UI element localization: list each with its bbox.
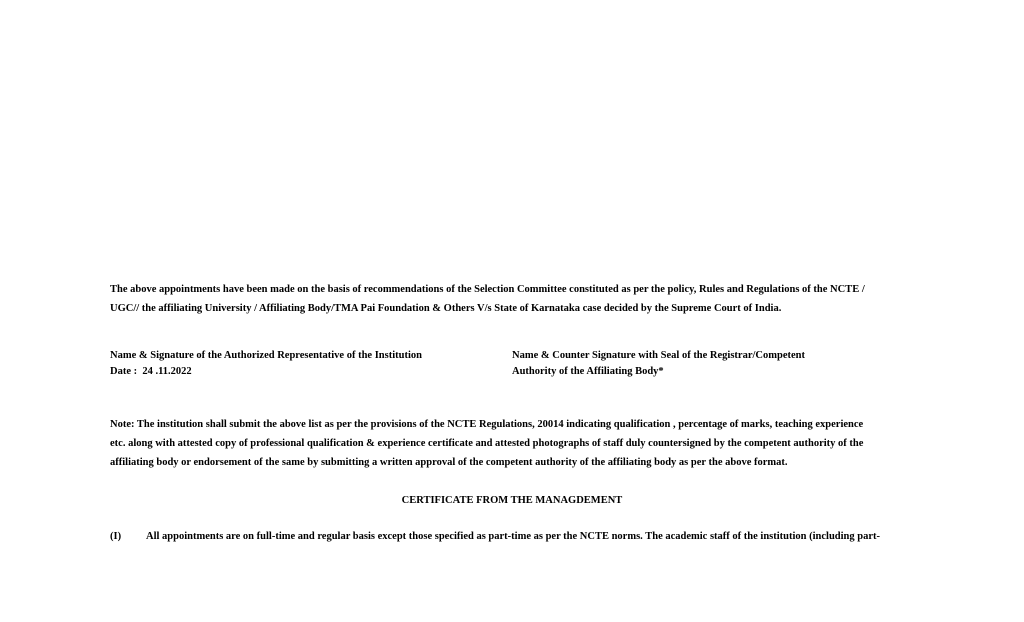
appointments-paragraph-line-1: The above appointments have been made on the basis of recommendations of the Selection Committee constituted as per the policy, Rules and Regulations of the NCTE / [110, 284, 865, 295]
note-line-1: Note: The institution shall submit the above list as per the provisions of the NCTE Regulations, 20014 indicating qualification , percentage of marks, teaching experience [110, 419, 864, 430]
certificate-item-1 [110, 531, 940, 542]
institution-signature-label: Name & Signature of the Authorized Representative of the Institution [110, 350, 422, 361]
note-paragraph [110, 415, 930, 472]
note-line-3: affiliating body or endorsement of the same by submitting a written approval of the competent authority of the affiliating body as per the above format. [110, 457, 788, 468]
registrar-signature-label-line-1: Name & Counter Signature with Seal of the Registrar/Competent [512, 350, 805, 361]
date-label: Date : [110, 366, 143, 377]
date-line [110, 364, 490, 380]
institution-signature-block [110, 348, 490, 380]
date-value: 24 .11.2022 [142, 366, 192, 377]
registrar-signature-label-line-2: Authority of the Affiliating Body* [512, 366, 664, 377]
certificate-item-1-text: All appointments are on full-time and regular basis except those specified as part-time as per the NCTE norms. The academic staff of the institution (including part- [146, 531, 881, 542]
registrar-signature-block [512, 348, 932, 380]
note-line-2: etc. along with attested copy of professional qualification & experience certificate and attested photographs of staff duly countersigned by the competent authority of the [110, 438, 864, 449]
certificate-heading: CERTIFICATE FROM THE MANAGDEMENT [401, 495, 623, 506]
certificate-item-1-marker: (I) [110, 531, 122, 542]
appointments-paragraph-line-2: UGC// the affiliating University / Affiliating Body/TMA Pai Foundation & Others V/s State of Karnataka case decided by the Supreme Court of India. [110, 303, 782, 314]
appointments-paragraph [110, 280, 930, 318]
